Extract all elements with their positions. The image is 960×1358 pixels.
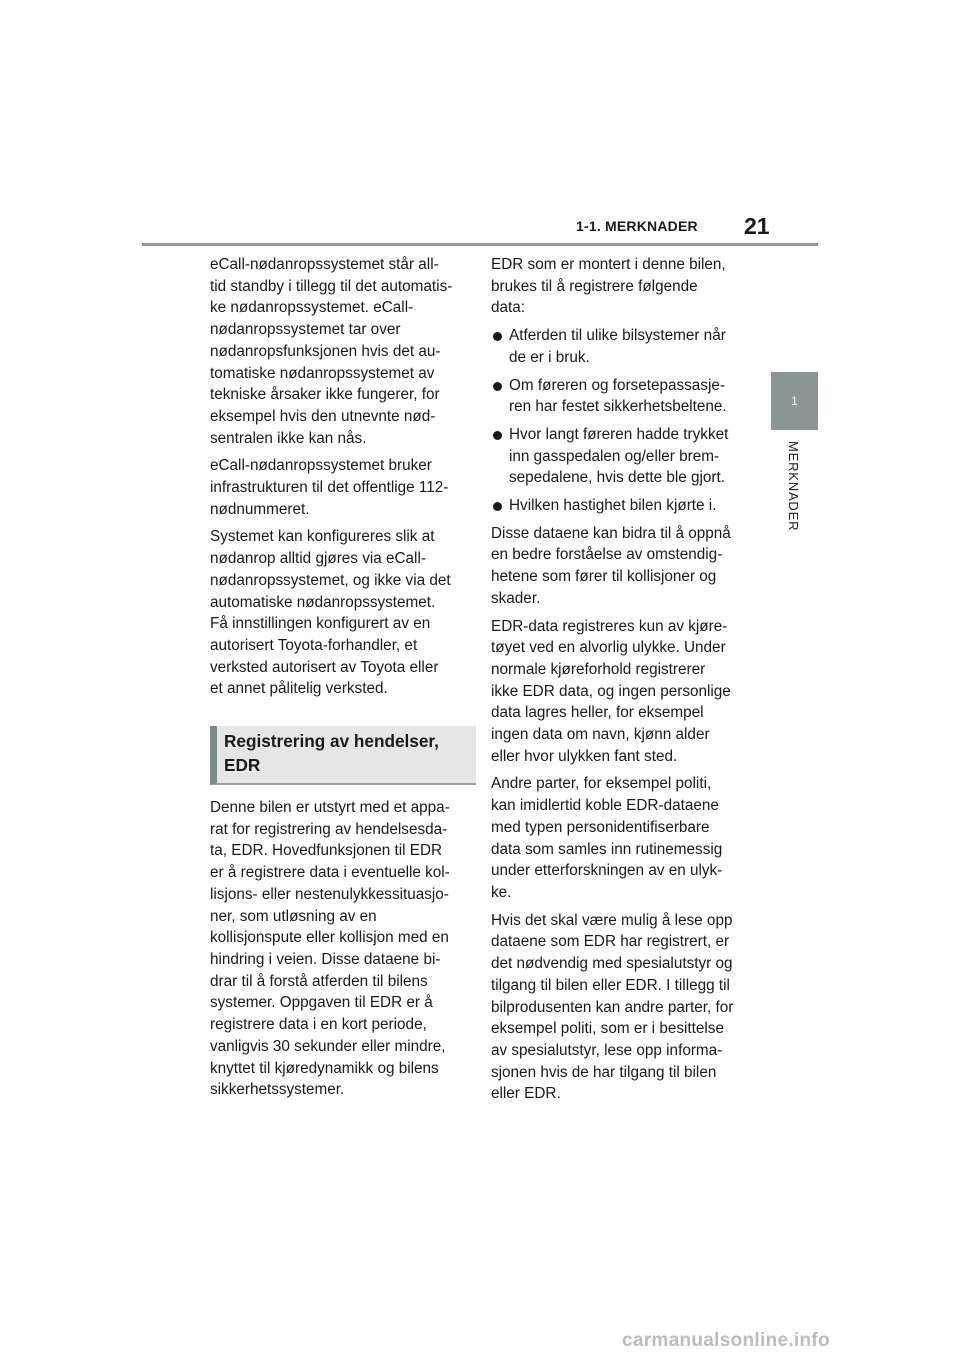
text-line: Få innstillingen konfigurert av en [210,615,431,633]
right-column [491,254,753,1111]
text-line: Om føreren og forsetepassasje- [509,376,725,394]
text-line: ta, EDR. Hovedfunksjonen til EDR [210,842,443,860]
text-line: kollisjonspute eller kollisjon med en [210,929,449,947]
text-line: ke. [491,883,512,901]
text-line: infrastrukturen til det offentlige 112- [210,479,449,497]
text-line: sjonen hvis de har tilgang til bilen [491,1063,717,1081]
text-line: tomatiske nødanropssystemet av [210,364,435,382]
header-section-title: 1-1. MERKNADER [576,218,698,234]
text-line: eksempel hvis den utnevnte nød- [210,407,436,425]
text-line: eCall-nødanropssystemet står all- [210,256,439,273]
bullet-dot-icon [493,502,502,511]
text-line: vanligvis 30 sekunder eller mindre, [210,1037,446,1055]
text-line: Disse dataene kan bidra til å oppnå [491,524,731,542]
text-line: automatiske nødanropssystemet. [210,593,436,611]
text-line: er å registrere data i eventuelle kol- [210,864,450,882]
bullet-item [491,424,753,489]
paragraph-edr-understanding [491,523,753,610]
paragraph-edr-intro [491,254,753,319]
chapter-side-label: MERKNADER [786,441,801,532]
text-line: tid standby i tillegg til det automatis- [210,277,453,295]
text-line: Systemet kan konfigureres slik at [210,528,435,546]
text-line: rat for registrering av hendelsesda- [210,820,448,838]
header-rule [142,243,818,246]
text-line: verksted autorisert av Toyota eller [210,658,439,676]
text-line: sentralen ikke kan nås. [210,429,367,447]
text-line: skader. [491,589,541,607]
text-line: det nødvendig med spesialutstyr og [491,955,733,973]
paragraph-edr-other-parties [491,773,753,903]
bullet-item [491,375,753,418]
paragraph-edr-recording [491,616,753,768]
text-line: ner, som utløsning av en [210,907,377,925]
text-line: Atferden til ulike bilsystemer når [509,327,726,345]
text-line: et annet pålitelig verksted. [210,680,388,698]
bullet-dot-icon [493,431,502,440]
text-line: EDR som er montert i denne bilen, [491,256,726,273]
bullet-item [491,325,753,368]
text-line: sepedalene, hvis dette ble gjort. [509,469,726,487]
text-line: nødnummeret. [210,500,310,518]
text-line: nødanropssystemet, og ikke via det [210,571,451,589]
text-line: nødanropssystemet tar over [210,321,401,339]
bullet-item [491,495,753,517]
chapter-tab[interactable] [771,372,818,430]
paragraph-edr-description [210,797,472,1101]
text-line: data lagres heller, for eksempel [491,704,704,722]
text-line: med typen personidentifiserbare [491,818,710,836]
text-line: inn gasspedalen og/eller brem- [509,447,720,465]
text-line: eCall-nødanropssystemet bruker [210,457,432,475]
text-line: Hvis det skal være mulig å lese opp [491,911,733,929]
section-heading-edr [210,726,476,785]
paragraph-edr-readout [491,910,753,1105]
text-line: eller hvor ulykken fant sted. [491,747,678,765]
text-line: normale kjøreforhold registrerer [491,660,706,678]
bullet-dot-icon [493,332,502,341]
text-line: hetene som fører til kollisjoner og [491,568,717,586]
text-line: de er i bruk. [509,348,590,366]
text-line: Hvor langt føreren hadde trykket [509,425,729,443]
text-line: av spesialutstyr, lese opp informa- [491,1041,723,1059]
text-line: ikke EDR data, og ingen personlige [491,682,731,700]
chapter-number: 1 [791,394,798,408]
text-line: eksempel politi, som er i besittelse [491,1020,724,1038]
left-column [210,254,472,1107]
text-line: hindring i veien. Disse dataene bi- [210,950,441,968]
text-line: systemer. Oppgaven til EDR er å [210,994,433,1012]
text-line: Registrering av hendelser, [224,731,439,752]
bullet-dot-icon [493,382,502,391]
text-line: data som samles inn rutinemessig [491,840,723,858]
text-line: dataene som EDR har registrert, er [491,933,730,951]
bullet-text [509,424,753,489]
text-line: EDR-data registreres kun av kjøre- [491,617,728,635]
text-line: eller EDR. [491,1085,561,1103]
bullet-list [491,325,753,517]
paragraph-ecall-standby [210,254,472,449]
text-line: ingen data om navn, kjønn alder [491,726,710,744]
text-line: tøyet ved en alvorlig ulykke. Under [491,639,726,657]
text-line: kan imidlertid koble EDR-dataene [491,797,719,815]
text-line: Denne bilen er utstyrt med et appa- [210,799,450,817]
text-line: registrere data i en kort periode, [210,1016,427,1034]
text-line: en bedre forståelse av omstendig- [491,546,723,564]
watermark: carmanualsonline.info [622,1330,830,1351]
text-line: data: [491,299,526,317]
text-line: lisjons- eller nestenulykkessituasjo- [210,885,449,903]
text-line: ren har festet sikkerhetsbeltene. [509,398,727,416]
text-line: brukes til å registrere følgende [491,277,698,295]
bullet-text [509,325,753,368]
text-line: tilgang til bilen eller EDR. I tillegg til [491,976,730,994]
text-line: EDR [224,755,261,776]
text-line: tekniske årsaker ikke fungerer, for [210,386,440,404]
text-line: Andre parter, for eksempel politi, [491,775,712,793]
text-line: bilprodusenten kan andre parter, for [491,998,734,1016]
text-line: Hvilken hastighet bilen kjørte i. [509,497,717,515]
section-title [224,729,470,777]
text-line: sikkerhetssystemer. [210,1081,345,1099]
text-line: under etterforskningen av en ulyk- [491,862,723,880]
paragraph-system-config [210,526,472,700]
paragraph-ecall-infrastructure [210,455,472,520]
text-line: ke nødanropssystemet. eCall- [210,299,414,317]
text-line: knyttet til kjøredynamikk og bilens [210,1059,439,1077]
text-line: nødanropsfunksjonen hvis det au- [210,342,441,360]
page-number: 21 [744,213,770,239]
text-line: autorisert Toyota-forhandler, et [210,636,418,654]
bullet-text [509,495,753,517]
text-line: drar til å forstå atferden til bilens [210,972,428,990]
bullet-text [509,375,753,418]
text-line: nødanrop alltid gjøres via eCall- [210,550,426,568]
